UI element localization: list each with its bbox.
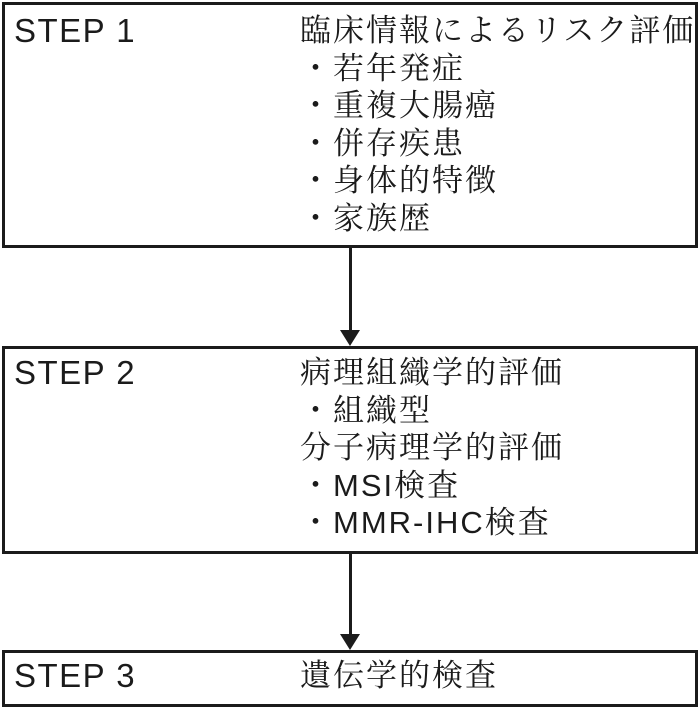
arrow-down-icon [340,634,360,650]
step-2-bullet-item: ・MSI検査 [300,467,461,503]
step-1-bullet-item: ・併存疾患 [300,125,465,161]
step-3-label-column [5,657,300,695]
step-1-heading: 臨床情報によるリスク評価 [300,13,696,48]
step-1-label-column [5,12,300,50]
step-3-box [2,650,698,707]
step-3-content [300,657,695,695]
step-2-heading: 病理組織学的評価 [300,355,564,390]
step-2-bullet-item: ・組織型 [300,392,432,428]
arrow-step1-to-step2 [340,248,360,346]
step-1-box [2,2,698,248]
step-1-bullet-item: ・身体的特徴 [300,163,498,199]
step-1-bullet-item: ・若年発症 [300,50,465,86]
step-3-heading: 遺伝学的検査 [300,658,498,693]
step-1-bullet-item: ・重複大腸癌 [300,88,498,124]
step-2-bullet-item: ・MMR-IHC検査 [300,505,551,541]
step-2-label: STEP 2 [14,354,137,391]
arrow-shaft [349,248,352,330]
step-3-label: STEP 3 [14,657,137,694]
arrow-down-icon [340,330,360,346]
step-2-content [300,354,695,542]
arrow-step2-to-step3 [340,554,360,650]
step-2-subheading: 分子病理学的評価 [300,430,564,466]
step-2-box [2,346,698,554]
arrow-shaft [349,554,352,634]
step-1-bullet-item: ・家族歴 [300,200,432,236]
step-2-label-column [5,354,300,392]
step-1-label: STEP 1 [14,12,137,49]
step-1-content [300,12,695,238]
